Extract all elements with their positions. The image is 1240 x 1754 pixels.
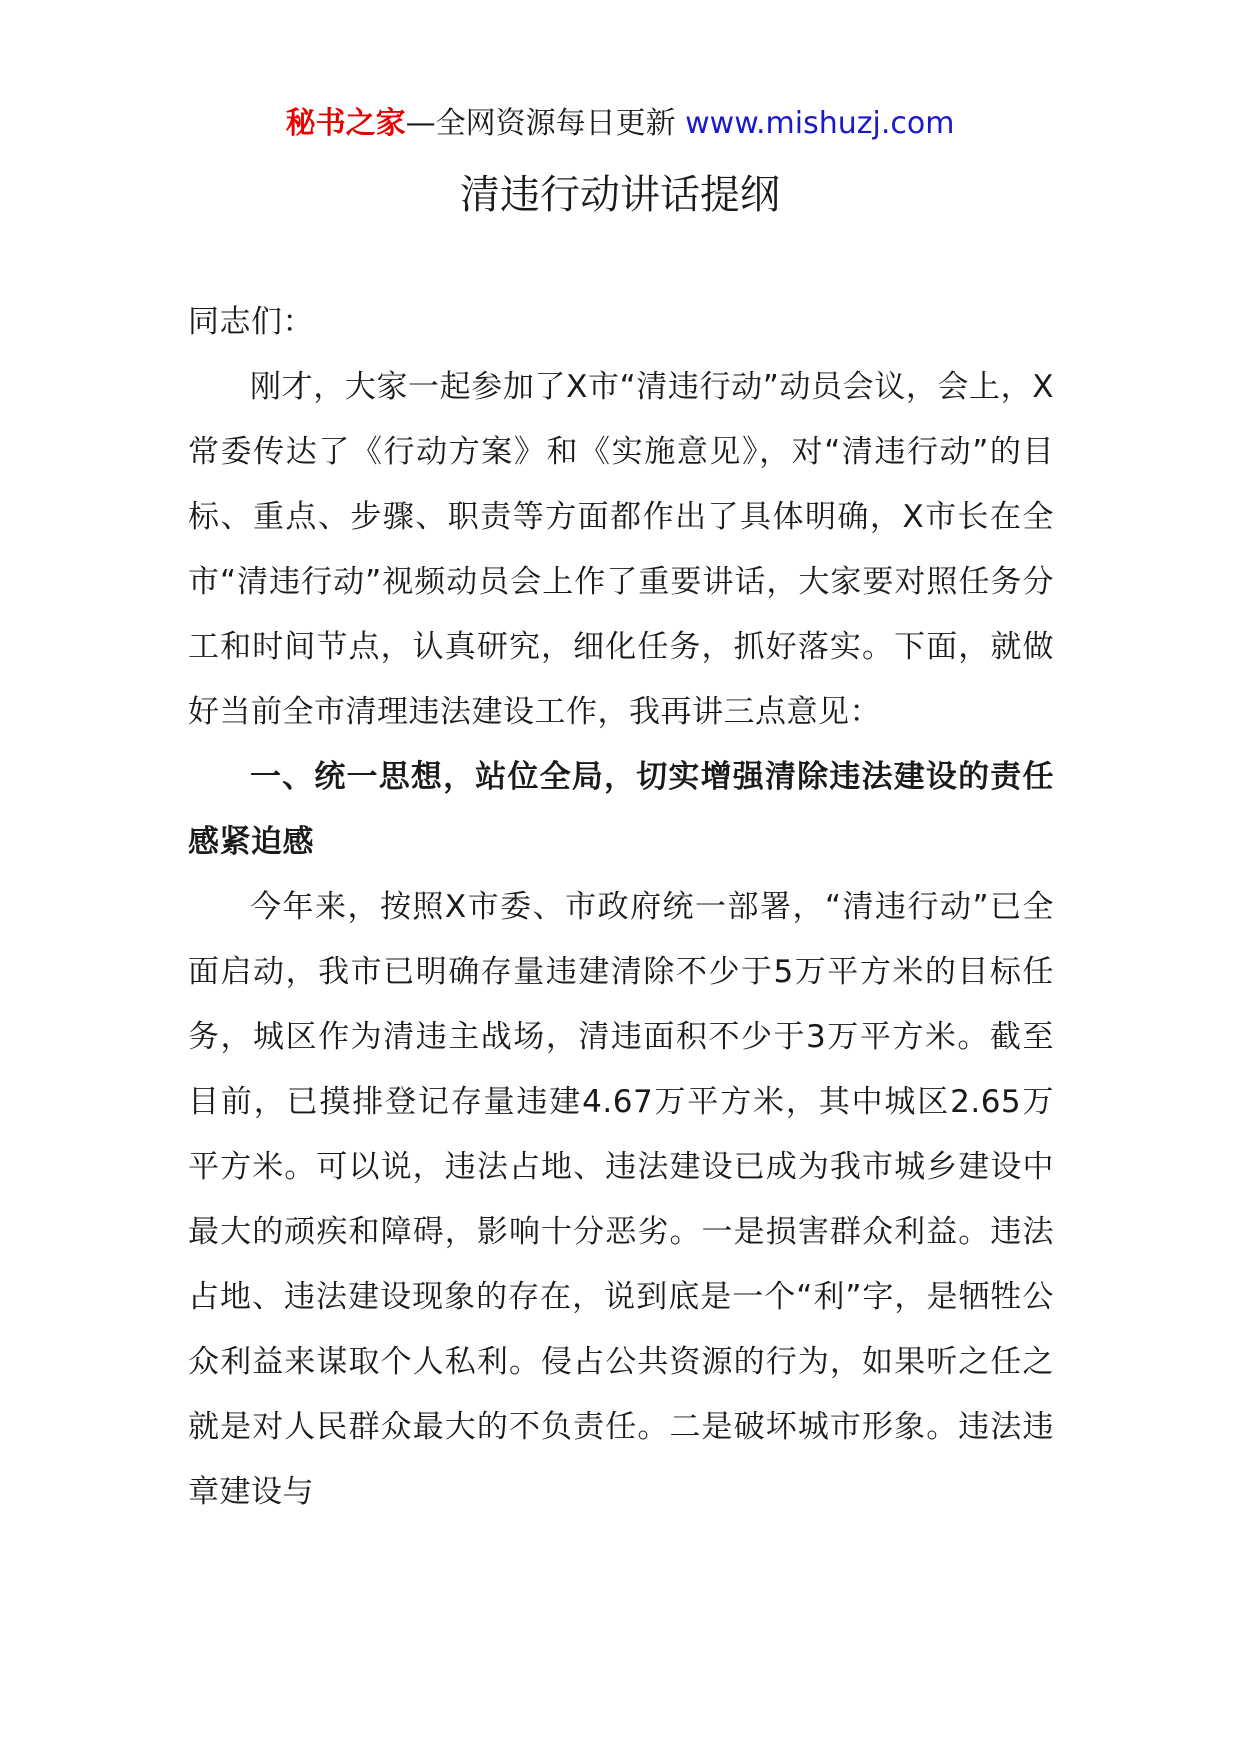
brand-name: 秘书之家 xyxy=(285,106,406,141)
section-heading-1: 一、统一思想，站位全局，切实增强清除违法建设的责任感紧迫感 xyxy=(188,759,1054,860)
document-body xyxy=(188,290,1054,1525)
header-slogan: —全网资源每日更新 xyxy=(405,106,686,141)
document-title: 清违行动讲话提纲 xyxy=(460,172,780,218)
paragraph-intro: 刚才，大家一起参加了X市“清违行动”动员会议，会上，X常委传达了《行动方案》和《实施意见》，对“清违行动”的目标、重点、步骤、职责等方面都作出了具体明确，X市长在全市“清违行动”视频动员会上作了重要讲话，大家要对照任务分工和时间节点，认真研究，细化任务，抓好落实。下面，就做好当前全市清理违法建设工作，我再讲三点意见： xyxy=(188,369,1054,730)
site-header xyxy=(0,100,1240,148)
salutation: 同志们： xyxy=(188,304,314,340)
site-url-link[interactable]: www.mishuzj.com xyxy=(685,106,955,141)
paragraph-section-1: 今年来，按照X市委、市政府统一部署，“清违行动”已全面启动，我市已明确存量违建清除不少于5万平方米的目标任务，城区作为清违主战场，清违面积不少于3万平方米。截至目前，已摸排登记存量违建4.67万平方米，其中城区2.65万平方米。可以说，违法占地、违法建设已成为我市城乡建设中最大的顽疾和障碍，影响十分恶劣。一是损害群众利益。违法占地、违法建设现象的存在，说到底是一个“利”字，是牺牲公众利益来谋取个人私利。侵占公共资源的行为，如果听之任之就是对人民群众最大的不负责任。二是破坏城市形象。违法违章建设与 xyxy=(188,889,1054,1510)
